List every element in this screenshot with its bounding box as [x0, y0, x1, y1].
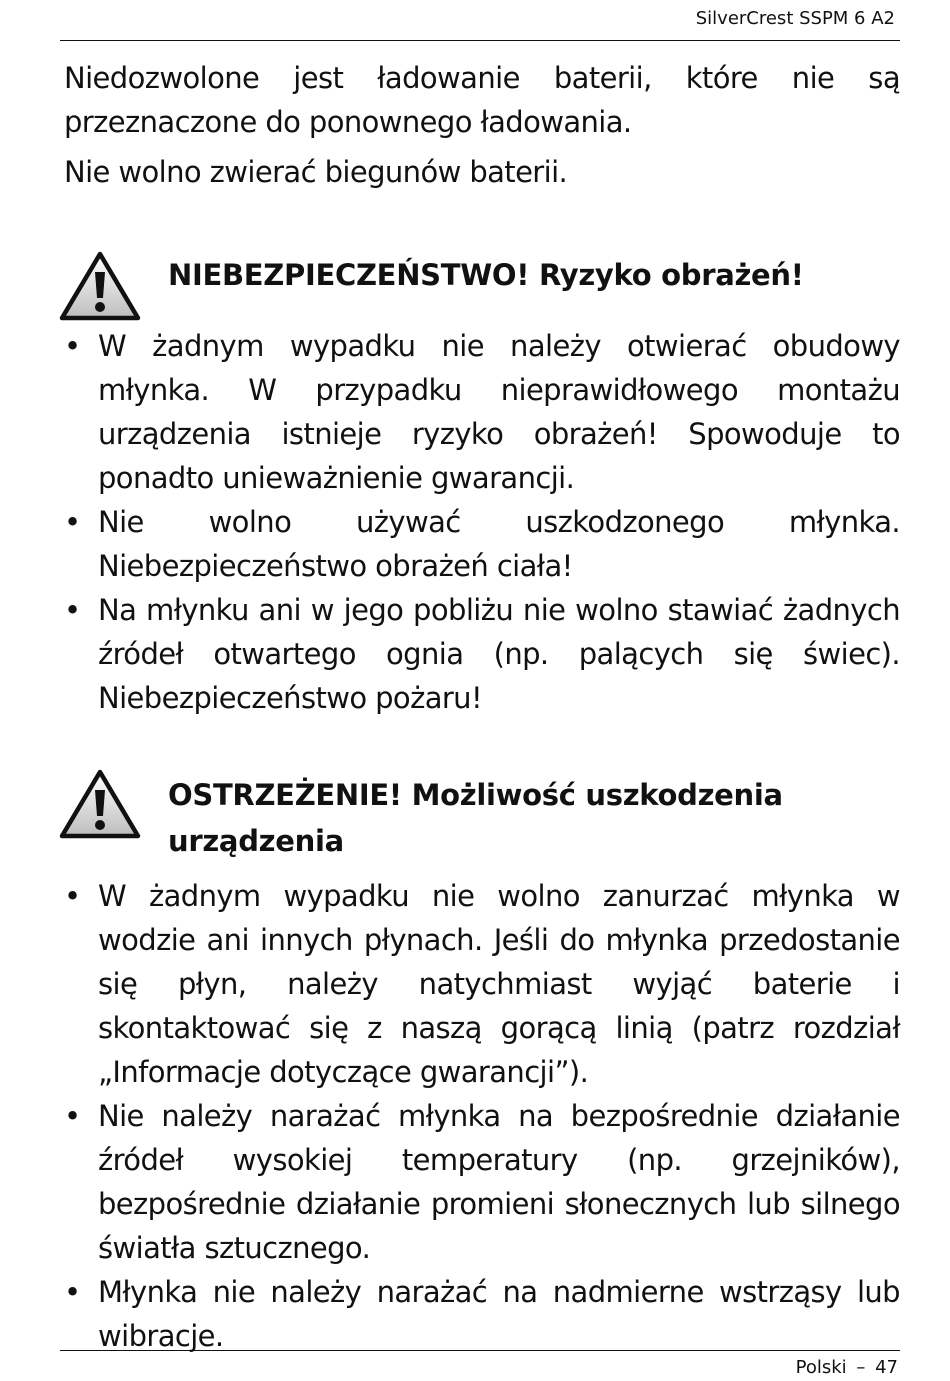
intro-paragraph: Nie wolno zwierać biegunów baterii.	[64, 155, 568, 189]
list-item: • Nie należy narażać młynka na bezpośrednie działanie źródeł wysokiej temperatury (np. grzejników), bezpośrednie działanie promieni słonecznych lub silnego światła sztucznego.	[64, 1094, 900, 1270]
caution-section	[64, 768, 900, 1358]
list-item: • Młynka nie należy narażać na nadmierne wstrząsy lub wibracje.	[64, 1270, 900, 1358]
list-item: • W żadnym wypadku nie wolno zanurzać młynka w wodzie ani innych płynach. Jeśli do młynka przedostanie się płyn, należy natychmiast wyjąć baterie i skontaktować się z naszą gorącą linią (patrz rozdział „Informacje dotyczące gwarancji”).	[64, 874, 900, 1094]
caution-heading	[64, 768, 900, 880]
header-rule	[60, 40, 900, 41]
danger-list	[64, 324, 900, 720]
danger-title: NIEBEZPIECZEŃSTWO! Ryzyko obrażeń!	[168, 258, 804, 292]
list-item: • Na młynku ani w jego pobliżu nie wolno stawiać żadnych źródeł otwartego ognia (np. palących się świec). Niebezpieczeństwo pożaru!	[64, 588, 900, 720]
footer-rule	[60, 1350, 900, 1351]
bullet-icon: •	[64, 1275, 81, 1309]
bullet-icon: •	[64, 593, 81, 627]
danger-heading	[64, 250, 900, 324]
caution-title: OSTRZEŻENIE! Możliwość uszkodzenia urządzenia	[168, 778, 783, 858]
danger-section	[64, 250, 900, 720]
bullet-icon: •	[64, 505, 81, 539]
bullet-icon: •	[64, 1099, 81, 1133]
list-item: • Nie wolno używać uszkodzonego młynka. Niebezpieczeństwo obrażeń ciała!	[64, 500, 900, 588]
page-content	[64, 56, 900, 1358]
bullet-icon: •	[64, 329, 81, 363]
page-footer: Polski – 47	[795, 1357, 898, 1378]
intro-paragraph: Niedozwolone jest ładowanie baterii, które nie są przeznaczone do ponownego ładowania.	[64, 61, 900, 139]
list-item: • W żadnym wypadku nie należy otwierać obudowy młynka. W przypadku nieprawidłowego montażu urządzenia istnieje ryzyko obrażeń! Spowoduje to ponadto unieważnienie gwarancji.	[64, 324, 900, 500]
warning-triangle-icon	[58, 768, 142, 840]
running-header: SilverCrest SSPM 6 A2	[695, 8, 895, 29]
warning-triangle-icon	[58, 250, 142, 322]
bullet-icon: •	[64, 879, 81, 913]
caution-list	[64, 874, 900, 1358]
